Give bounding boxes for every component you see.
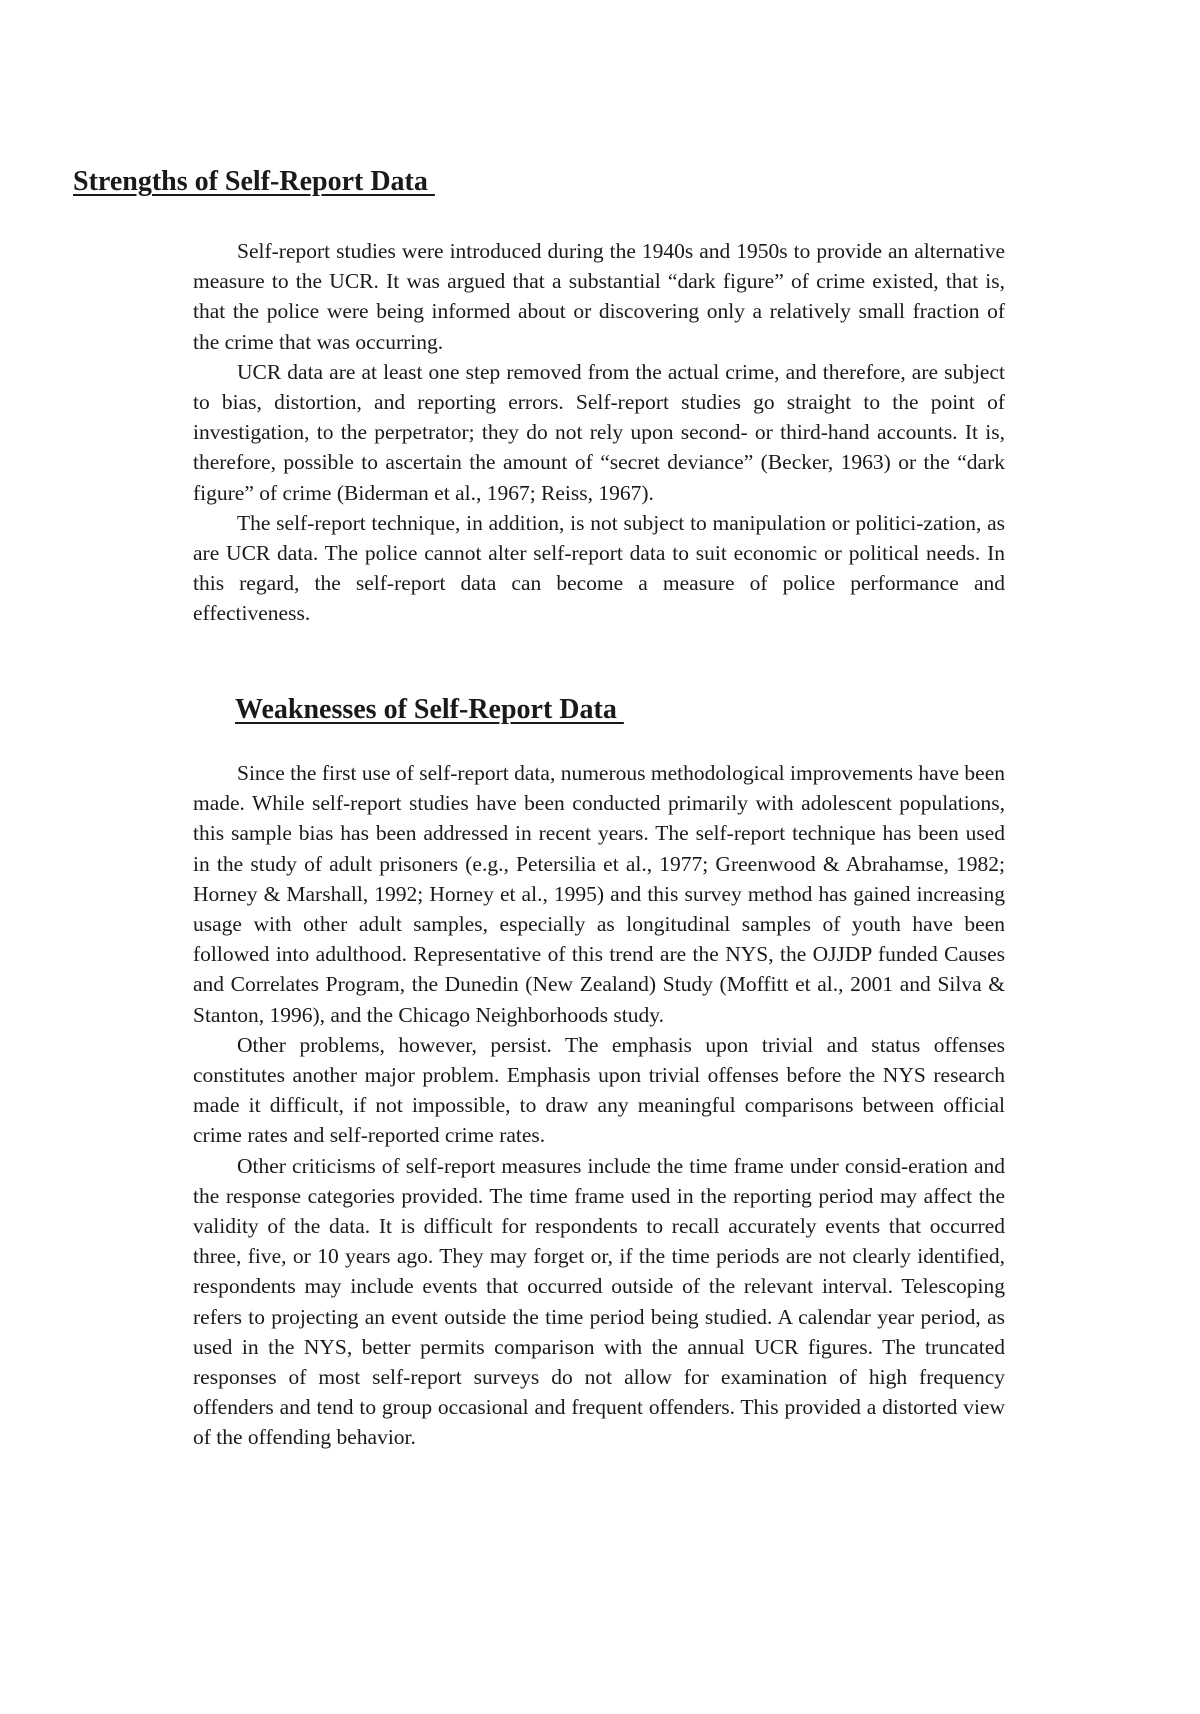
weaknesses-section	[193, 758, 1005, 1453]
strengths-heading: Strengths of Self-Report Data	[73, 166, 435, 197]
strengths-paragraph-3: The self-report technique, in addition, is not subject to manipulation or politici-zation, as are UCR data. The police cannot alter self-report data to suit economic or political needs. In this regard, the self-report data can become a measure of police performance and effectiveness.	[193, 510, 1005, 626]
weaknesses-paragraph-3: Other criticisms of self-report measures include the time frame under consid-eration and the response categories provided. The time frame used in the reporting period may affect the validity of the data. It is difficult for respondents to recall accurately events that occurred three, five, or 10 years ago. They may forget or, if the time periods are not clearly identified, respondents may include events that occurred outside of the relevant interval. Telescoping refers to projecting an event outside the time period being studied. A calendar year period, as used in the NYS, better permits comparison with the annual UCR figures. The truncated responses of most self-report surveys do not allow for examination of high frequency offenders and tend to group occasional and frequent offenders. This provided a distorted view of the offending behavior.	[193, 1153, 1005, 1450]
weaknesses-heading: Weaknesses of Self-Report Data	[235, 694, 624, 725]
strengths-paragraph-1: Self-report studies were introduced during the 1940s and 1950s to provide an alternative measure to the UCR. It was argued that a substantial “dark figure” of crime existed, that is, that the police were being informed about or discovering only a relatively small fraction of the crime that was occurring.	[193, 239, 1005, 354]
weaknesses-paragraph-1: Since the first use of self-report data, numerous methodological improvements have been made. While self-report studies have been conducted primarily with adolescent populations, this sample bias has been addressed in recent years. The self-report technique has been used in the study of adult prisoners (e.g., Petersilia et al., 1977; Greenwood & Abrahamse, 1982; Horney & Marshall, 1992; Horney et al., 1995) and this survey method has gained increasing usage with other adult samples, especially as longitudinal samples of youth have been followed into adulthood. Representative of this trend are the NYS, the OJJDP funded Causes and Correlates Program, the Dunedin (New Zealand) Study (Moffitt et al., 2001 and Silva & Stanton, 1996), and the Chicago Neighborhoods study.	[193, 761, 1005, 1027]
strengths-section	[193, 236, 1005, 629]
strengths-paragraph-2: UCR data are at least one step removed from the actual crime, and therefore, are subject to bias, distortion, and reporting errors. Self-report studies go straight to the point of investigation, to the perpetrator; they do not rely upon second- or third-hand accounts. It is, therefore, possible to ascertain the amount of “secret deviance” (Becker, 1963) or the “dark figure” of crime (Biderman et al., 1967; Reiss, 1967).	[193, 359, 1005, 505]
weaknesses-paragraph-2: Other problems, however, persist. The emphasis upon trivial and status offenses constitutes another major problem. Emphasis upon trivial offenses before the NYS research made it difficult, if not impossible, to draw any meaningful comparisons between official crime rates and self-reported crime rates.	[193, 1032, 1005, 1148]
